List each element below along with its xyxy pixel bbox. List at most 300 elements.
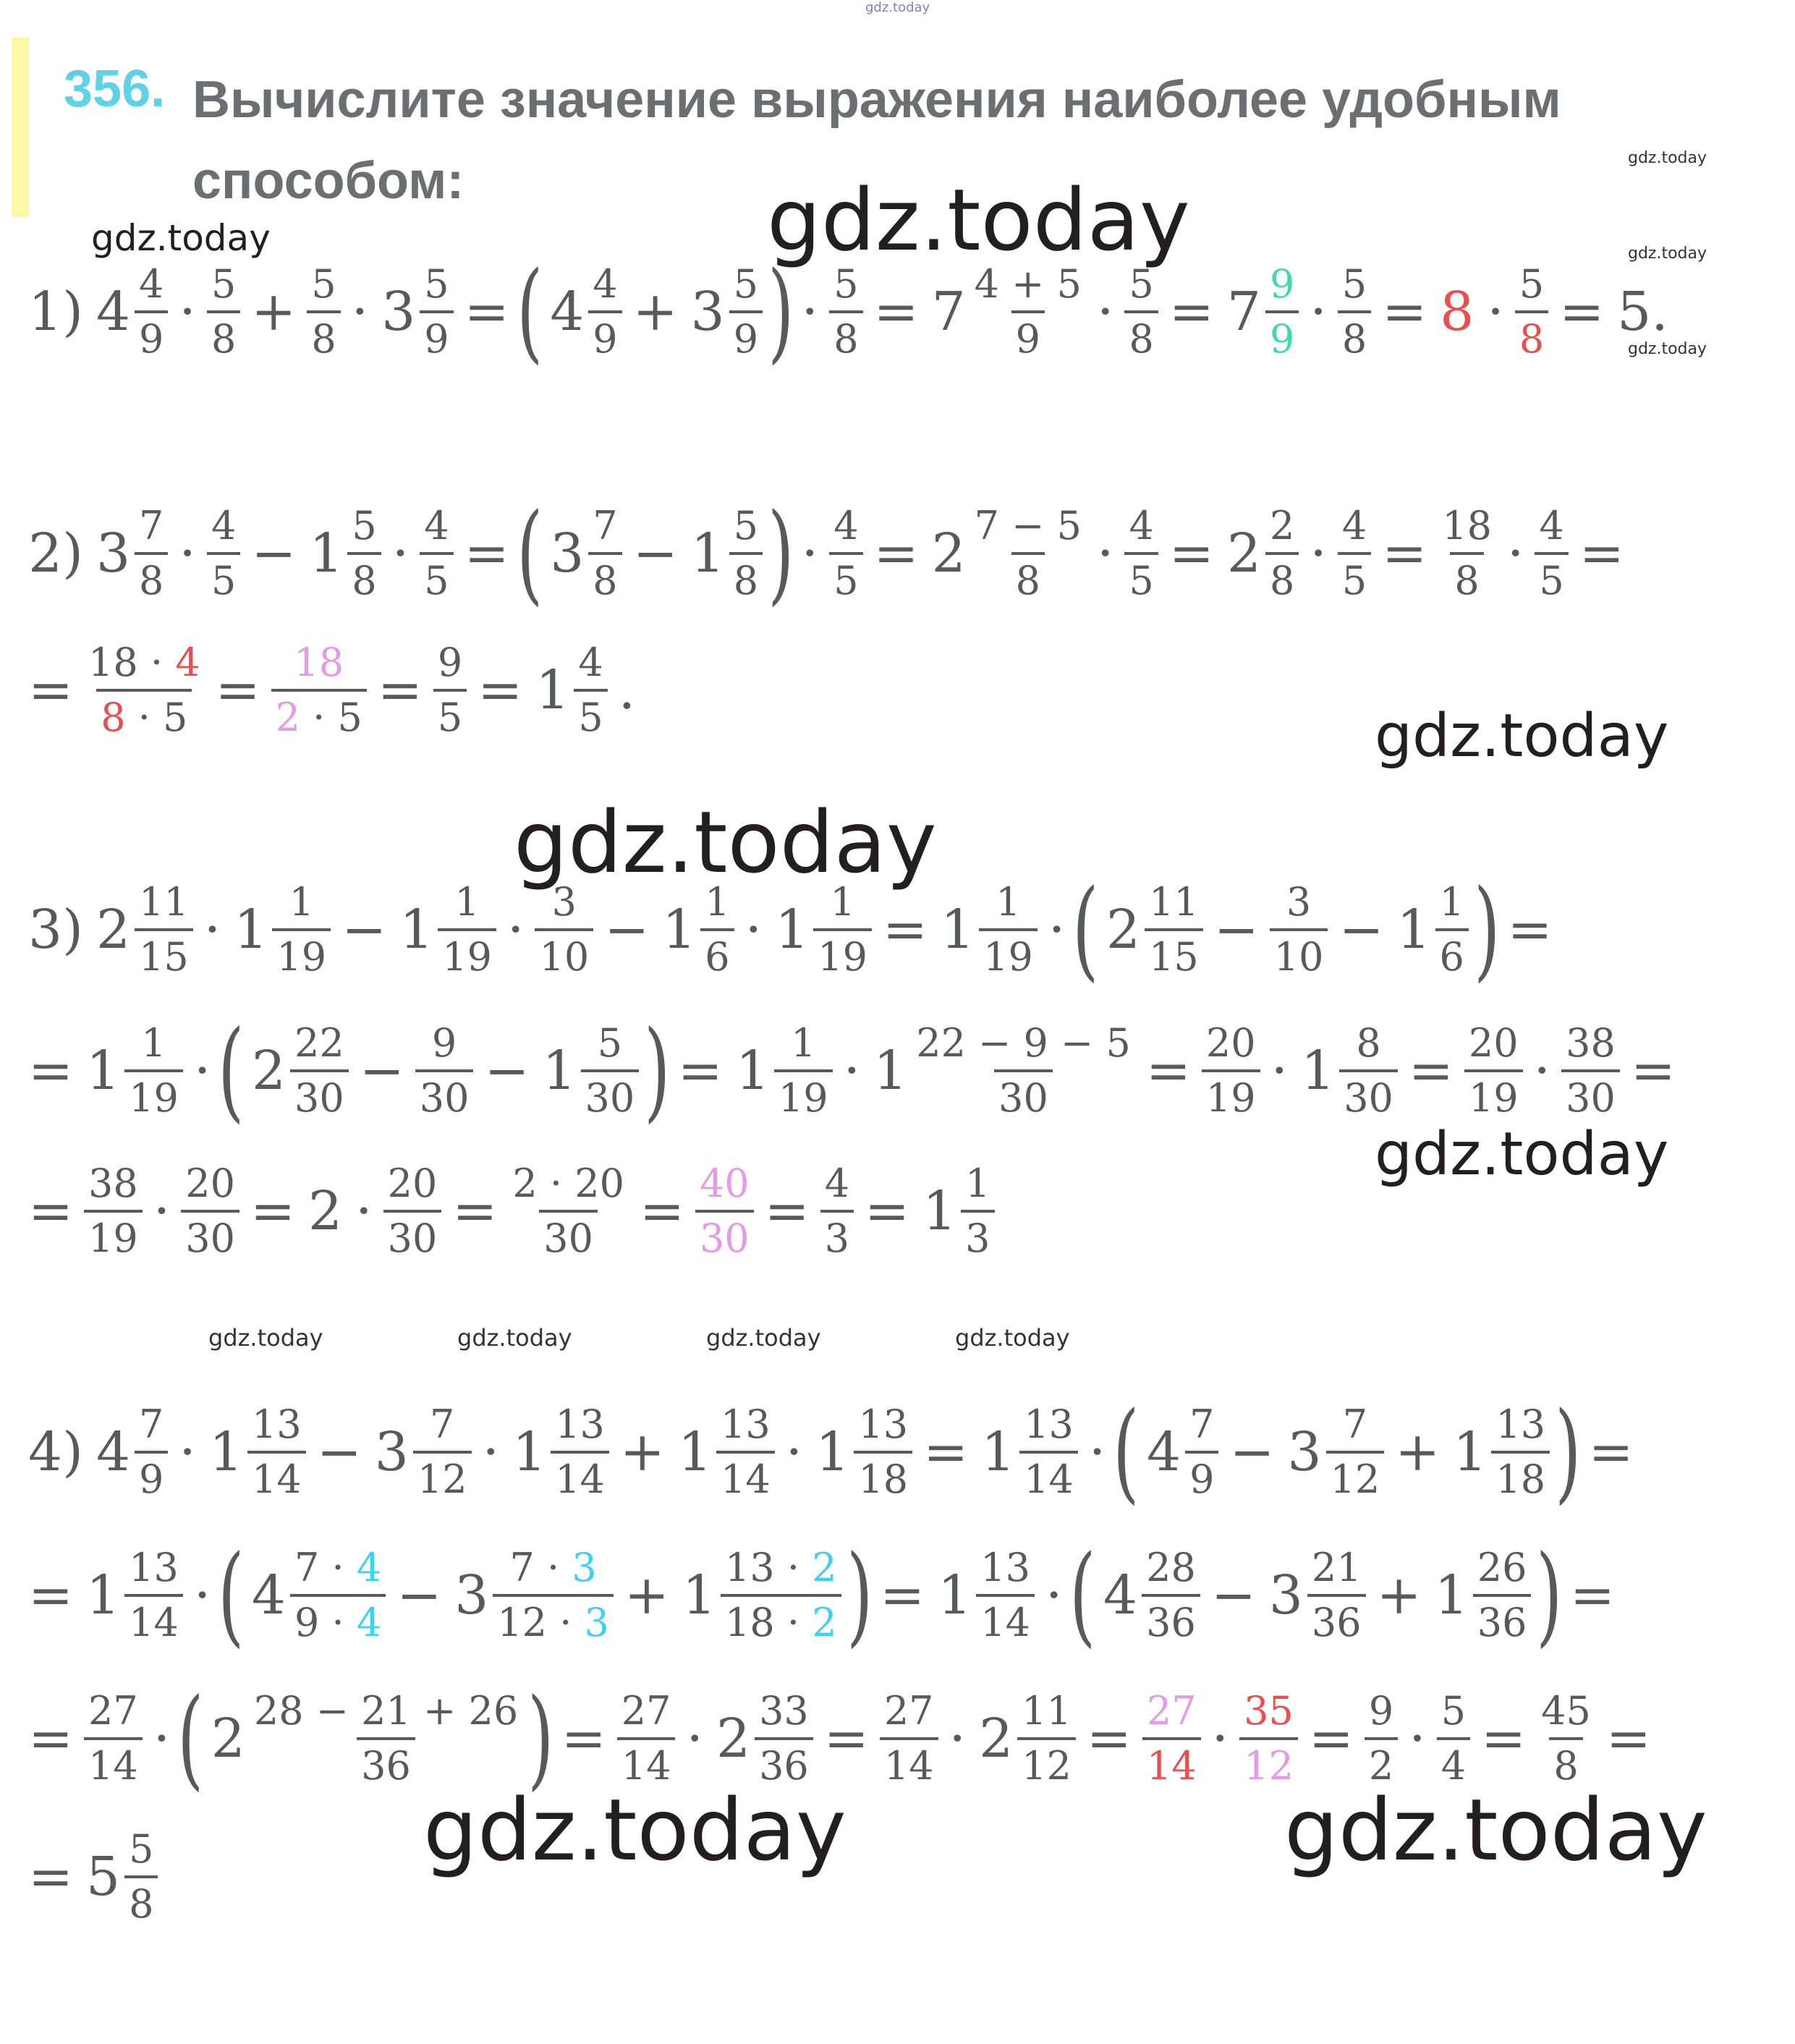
mixed-whole: 1 (1396, 899, 1431, 961)
fraction (588, 258, 621, 365)
numerator: 21 (1311, 1545, 1362, 1590)
task-statement-line1: Вычислите значение выражения наиболее удобным (192, 71, 1561, 129)
math-symbol: · (949, 1708, 967, 1770)
fraction (307, 258, 340, 365)
math-symbol: = (28, 1040, 74, 1102)
numerator: 4 (833, 503, 859, 548)
denominator: 36 (1473, 1594, 1532, 1649)
mixed-whole: 3 (381, 281, 416, 343)
mixed-whole: 1 (234, 899, 268, 961)
numerator: 5 (1341, 261, 1367, 307)
parenthesis: ( (1113, 1389, 1140, 1515)
parenthesis: ) (768, 249, 794, 375)
math-symbol: 3) (28, 899, 83, 961)
numerator: 28 (1146, 1545, 1196, 1590)
numerator: 5 (833, 261, 859, 307)
fraction (84, 1685, 143, 1792)
numerator: 18 (1442, 503, 1492, 548)
mixed-whole: 4 (1146, 1421, 1181, 1483)
math-symbol: = (873, 522, 919, 585)
denominator: 8 (1338, 310, 1371, 365)
numerator: 7 (139, 503, 164, 548)
fraction (1124, 258, 1158, 365)
math-symbol: + (624, 1564, 669, 1627)
mixed-whole: 1 (535, 659, 570, 721)
denominator: 8 (729, 552, 763, 607)
fraction (1338, 500, 1371, 607)
numerator: 2 (1269, 503, 1295, 548)
parenthesis: ( (1072, 867, 1099, 993)
numerator: 20 (1205, 1020, 1256, 1066)
watermark-medium: gdz.today (1375, 702, 1669, 771)
math-symbol: = (1086, 1708, 1132, 1770)
math-symbol: · (391, 522, 410, 585)
denominator: 5 (1338, 552, 1371, 607)
accent-bar (12, 38, 29, 217)
denominator: 12 (1017, 1737, 1076, 1792)
numerator: 35 (1244, 1688, 1294, 1734)
denominator: 30 (1561, 1069, 1620, 1124)
watermark-large: gdz.today (514, 792, 937, 892)
math-part: 3 (584, 1600, 609, 1645)
fraction (1438, 500, 1496, 607)
mixed-whole: 3 (96, 522, 131, 585)
fraction (1537, 1685, 1595, 1792)
numerator: 1 (289, 879, 314, 925)
math-symbol: · (1088, 1421, 1106, 1483)
denominator: 9 (135, 1451, 168, 1506)
fraction (617, 1685, 676, 1792)
numerator: 38 (1566, 1020, 1616, 1066)
math-symbol: − (316, 1421, 362, 1483)
mixed-whole: 1 (86, 1564, 121, 1627)
denominator: 14 (880, 1737, 938, 1792)
fraction (588, 500, 621, 607)
math-symbol: = (452, 1180, 498, 1242)
numerator: 4 + 5 (974, 261, 1082, 307)
fraction (207, 258, 240, 365)
numerator: 9 (1269, 261, 1295, 307)
math-part: · 5 (125, 695, 188, 740)
solution-4-line-1 (22, 1389, 1640, 1515)
math-part: 2 (275, 695, 300, 740)
mixed-whole: 3 (1287, 1421, 1322, 1483)
math-symbol: − (251, 522, 297, 585)
denominator: 6 (700, 928, 734, 983)
math-symbol: · (785, 1421, 803, 1483)
fraction (854, 1399, 912, 1506)
mixed-whole: 1 (662, 899, 697, 961)
mixed-whole: 7 (1226, 281, 1261, 343)
numerator: 4 (1341, 503, 1367, 548)
fraction (729, 500, 763, 607)
numerator (721, 1542, 841, 1594)
math-symbol: · (203, 899, 221, 961)
numerator: 11 (1022, 1688, 1072, 1734)
fraction (250, 1685, 522, 1792)
math-symbol: · (193, 1564, 211, 1627)
fraction (813, 876, 872, 983)
math-symbol: = (873, 281, 919, 343)
denominator: 19 (1202, 1069, 1260, 1124)
math-symbol: = (1481, 1708, 1527, 1770)
numerator: 1 (996, 879, 1021, 925)
numerator: 40 (699, 1161, 750, 1206)
denominator: 30 (290, 1069, 349, 1124)
math-symbol: − (359, 1040, 404, 1102)
math-symbol: = (561, 1708, 606, 1770)
watermark-medium: gdz.today (91, 217, 271, 259)
math-symbol: · (744, 899, 763, 961)
numerator: 13 (252, 1401, 302, 1447)
denominator (290, 1594, 386, 1649)
fraction (1124, 500, 1158, 607)
denominator: 15 (1145, 928, 1203, 983)
math-symbol: = (28, 1180, 74, 1242)
denominator: 19 (979, 928, 1037, 983)
numerator: 1 (705, 879, 730, 925)
denominator: 18 (854, 1451, 912, 1506)
fraction (135, 876, 193, 983)
math-symbol: − (632, 522, 678, 585)
mixed-whole: 1 (938, 1564, 972, 1627)
numerator: 9 (431, 1020, 457, 1066)
fraction (135, 258, 168, 365)
parenthesis: ( (516, 491, 543, 616)
fraction (135, 1399, 168, 1506)
mixed-whole: 2 (1106, 899, 1140, 961)
math-symbol: = (764, 1180, 810, 1242)
fraction (979, 876, 1037, 983)
math-symbol: + (251, 281, 297, 343)
denominator: 36 (1142, 1594, 1200, 1649)
numerator: 13 (721, 1401, 771, 1447)
math-symbol: · (801, 281, 819, 343)
denominator: 8 (1265, 552, 1299, 607)
denominator: 30 (383, 1210, 442, 1265)
mixed-whole: 4 (96, 281, 131, 343)
denominator: 30 (539, 1210, 598, 1265)
task-statement-line2: способом: (192, 152, 464, 210)
numerator: 5 (211, 261, 237, 307)
denominator (721, 1594, 841, 1649)
fraction (581, 1017, 640, 1124)
math-part: 3 (572, 1545, 597, 1590)
numerator: 5 (1129, 261, 1154, 307)
math-symbol: = (1145, 1040, 1191, 1102)
mixed-whole: 4 (1103, 1564, 1138, 1627)
watermark-small: gdz.today (1628, 245, 1707, 263)
fraction (1239, 1685, 1298, 1792)
mixed-whole: 1 (1434, 1564, 1469, 1627)
fraction (271, 637, 367, 744)
fraction (413, 1399, 472, 1506)
denominator: 19 (1464, 1069, 1523, 1124)
fraction (290, 1017, 349, 1124)
math-symbol: = (1570, 1564, 1616, 1627)
denominator: 8 (1450, 552, 1483, 607)
math-symbol: · (193, 1040, 211, 1102)
math-symbol: · (1487, 281, 1504, 343)
numerator: 8 (1356, 1020, 1381, 1066)
math-symbol: · (179, 281, 196, 343)
fraction (912, 1017, 1135, 1124)
math-symbol: = (377, 659, 423, 721)
math-symbol: · (1045, 1564, 1063, 1627)
denominator: 14 (551, 1451, 609, 1506)
watermark-large: gdz.today (1284, 1780, 1707, 1880)
denominator: 14 (84, 1737, 143, 1792)
math-symbol: · (355, 1180, 373, 1242)
watermark-medium: gdz.today (1375, 1120, 1669, 1189)
numerator: 13 (1495, 1401, 1546, 1447)
mixed-whole: 1 (922, 1180, 957, 1242)
denominator: 30 (581, 1069, 640, 1124)
math-symbol: = (923, 1421, 969, 1483)
denominator: 14 (716, 1451, 775, 1506)
mixed-whole: 3 (374, 1421, 409, 1483)
denominator: 9 (135, 310, 168, 365)
fraction (207, 500, 240, 607)
fraction (721, 1542, 841, 1649)
math-symbol: · (1096, 281, 1114, 343)
mixed-whole: 3 (454, 1564, 489, 1627)
math-symbol: 4) (28, 1421, 83, 1483)
denominator: 14 (247, 1451, 306, 1506)
fraction (1019, 1399, 1078, 1506)
math-symbol: = (677, 1040, 723, 1102)
fraction (755, 1685, 813, 1792)
parenthesis: ) (768, 491, 794, 616)
fraction (774, 1017, 833, 1124)
math-symbol: = (215, 659, 260, 721)
math-symbol: − (396, 1564, 442, 1627)
denominator: 19 (272, 928, 331, 983)
math-symbol: + (1395, 1421, 1440, 1483)
math-symbol: · (179, 522, 196, 585)
solution-4-line-3 (22, 1676, 1658, 1802)
math-symbol: 8 (1440, 281, 1474, 343)
numerator: 1 (1439, 879, 1464, 925)
mixed-whole: 3 (550, 522, 585, 585)
denominator: 5 (1535, 552, 1568, 607)
math-symbol: · (1096, 522, 1114, 585)
numerator: 9 (437, 640, 463, 685)
math-symbol: 2) (28, 522, 83, 585)
denominator: 9 (420, 310, 453, 365)
math-symbol: = (1630, 1040, 1676, 1102)
mixed-whole: 2 (1226, 522, 1261, 585)
denominator: 30 (1339, 1069, 1398, 1124)
math-symbol: · (1048, 899, 1066, 961)
denominator: 5 (433, 689, 467, 744)
numerator: 18 (294, 640, 344, 685)
numerator: 13 (129, 1545, 179, 1590)
denominator (493, 1594, 614, 1649)
fraction (1515, 258, 1548, 365)
fraction (1145, 876, 1203, 983)
mixed-whole: 1 (512, 1421, 547, 1483)
numerator: 1 (830, 879, 855, 925)
math-part: 2 (812, 1600, 837, 1645)
numerator: 2 · 20 (512, 1161, 624, 1206)
parenthesis: ) (1555, 1389, 1582, 1515)
math-symbol: + (632, 281, 678, 343)
numerator: 4 (578, 640, 603, 685)
math-symbol: = (1605, 1708, 1651, 1770)
denominator: 30 (994, 1069, 1053, 1124)
fraction (124, 1823, 158, 1930)
fraction (551, 1399, 609, 1506)
math-symbol: 5. (1617, 281, 1668, 343)
fraction (880, 1685, 938, 1792)
math-symbol: = (1308, 1708, 1354, 1770)
fraction (1464, 1017, 1523, 1124)
math-part: 12 · (497, 1600, 585, 1645)
denominator: 8 (135, 552, 168, 607)
fraction (1142, 1542, 1200, 1649)
math-symbol: = (823, 1708, 869, 1770)
numerator: 7 (1189, 1401, 1215, 1447)
watermark-large: gdz.today (423, 1780, 846, 1880)
numerator: 7 (1342, 1401, 1368, 1447)
math-symbol: − (1210, 1564, 1256, 1627)
mixed-whole: 1 (208, 1421, 244, 1483)
denominator: 8 (347, 552, 381, 607)
fraction (247, 1399, 306, 1506)
denominator: 19 (124, 1069, 183, 1124)
numerator: 5 (1440, 1688, 1467, 1734)
numerator: 33 (759, 1688, 809, 1734)
numerator: 45 (1541, 1688, 1591, 1734)
math-symbol: − (1229, 1421, 1275, 1483)
mixed-whole: 1 (1453, 1421, 1488, 1483)
fraction (695, 1158, 754, 1265)
fraction (1473, 1542, 1532, 1649)
mixed-whole: 4 (96, 1421, 131, 1483)
denominator: 8 (1515, 310, 1548, 365)
watermark-small: gdz.today (955, 1324, 1070, 1352)
fraction (1017, 1685, 1076, 1792)
numerator: 7 (593, 503, 618, 548)
fraction (820, 1158, 854, 1265)
math-symbol: − (1338, 899, 1384, 961)
numerator: 5 (352, 503, 377, 548)
solution-3-line-3 (22, 1158, 999, 1265)
numerator: 26 (1477, 1545, 1527, 1590)
fraction (1435, 876, 1469, 983)
mixed-whole: 2 (979, 1708, 1014, 1770)
fraction (1307, 1542, 1366, 1649)
fraction (970, 500, 1086, 607)
math-symbol: · (351, 281, 369, 343)
solution-2-line-1 (22, 491, 1631, 616)
numerator: 4 (211, 503, 237, 548)
parenthesis: ( (218, 1532, 245, 1658)
fraction (1365, 1685, 1398, 1792)
math-symbol: − (1213, 899, 1259, 961)
mixed-whole: 4 (251, 1564, 286, 1627)
mixed-whole: 1 (941, 899, 975, 961)
math-part: 9 · (294, 1600, 357, 1645)
math-symbol: = (880, 1564, 925, 1627)
numerator: 22 (294, 1020, 344, 1066)
math-symbol: · (153, 1180, 171, 1242)
fraction (700, 876, 734, 983)
numerator: 4 (593, 261, 618, 307)
fraction (493, 1542, 614, 1649)
math-symbol: · (801, 522, 819, 585)
numerator: 7 (430, 1401, 455, 1447)
parenthesis: ) (1536, 1532, 1563, 1658)
fraction (433, 637, 467, 744)
numerator: 20 (387, 1161, 438, 1206)
fraction (84, 1158, 143, 1265)
numerator: 1 (141, 1020, 166, 1066)
math-part: 13 · (725, 1545, 812, 1590)
watermark-small: gdz.today (457, 1324, 572, 1352)
denominator: 12 (1239, 1737, 1298, 1792)
task-number: 356. (64, 60, 166, 118)
parenthesis: ) (527, 1676, 554, 1802)
numerator: 20 (185, 1161, 235, 1206)
solution-4-line-2 (22, 1532, 1621, 1658)
math-symbol: = (1559, 281, 1605, 343)
math-symbol: = (28, 1564, 74, 1627)
denominator: 8 (207, 310, 240, 365)
fraction (970, 258, 1086, 365)
mixed-whole: 3 (1268, 1564, 1303, 1627)
numerator: 1 (791, 1020, 816, 1066)
numerator: 13 (1024, 1401, 1074, 1447)
denominator: 9 (729, 310, 763, 365)
solution-3-line-2 (22, 1008, 1682, 1134)
denominator: 15 (135, 928, 193, 983)
fraction (535, 876, 593, 983)
mixed-whole: 7 (931, 281, 966, 343)
fraction (574, 637, 607, 744)
numerator: 13 (858, 1401, 909, 1447)
fraction (181, 1158, 239, 1265)
fraction (1270, 876, 1328, 983)
mixed-whole: 2 (251, 1040, 286, 1102)
numerator: 4 (1129, 503, 1154, 548)
denominator: 36 (755, 1737, 813, 1792)
math-symbol: = (1579, 522, 1624, 585)
denominator: 19 (84, 1210, 143, 1265)
numerator: 38 (88, 1161, 138, 1206)
fraction (1339, 1017, 1398, 1124)
fraction (829, 500, 862, 607)
math-part: 4 (356, 1600, 382, 1645)
fraction (84, 637, 205, 744)
denominator: 9 (588, 310, 621, 365)
numerator: 11 (1148, 879, 1199, 925)
math-symbol: = (865, 1180, 910, 1242)
fraction (135, 500, 168, 607)
denominator: 14 (124, 1594, 183, 1649)
fraction (1561, 1017, 1620, 1124)
solution-3-line-1 (22, 867, 1558, 993)
math-symbol: = (1408, 1040, 1454, 1102)
math-part: 7 · (294, 1545, 357, 1590)
math-symbol: − (484, 1040, 530, 1102)
denominator: 12 (1326, 1451, 1385, 1506)
denominator: 9 (1265, 310, 1299, 365)
fraction (976, 1542, 1035, 1649)
math-symbol: = (883, 899, 928, 961)
fraction (124, 1017, 183, 1124)
